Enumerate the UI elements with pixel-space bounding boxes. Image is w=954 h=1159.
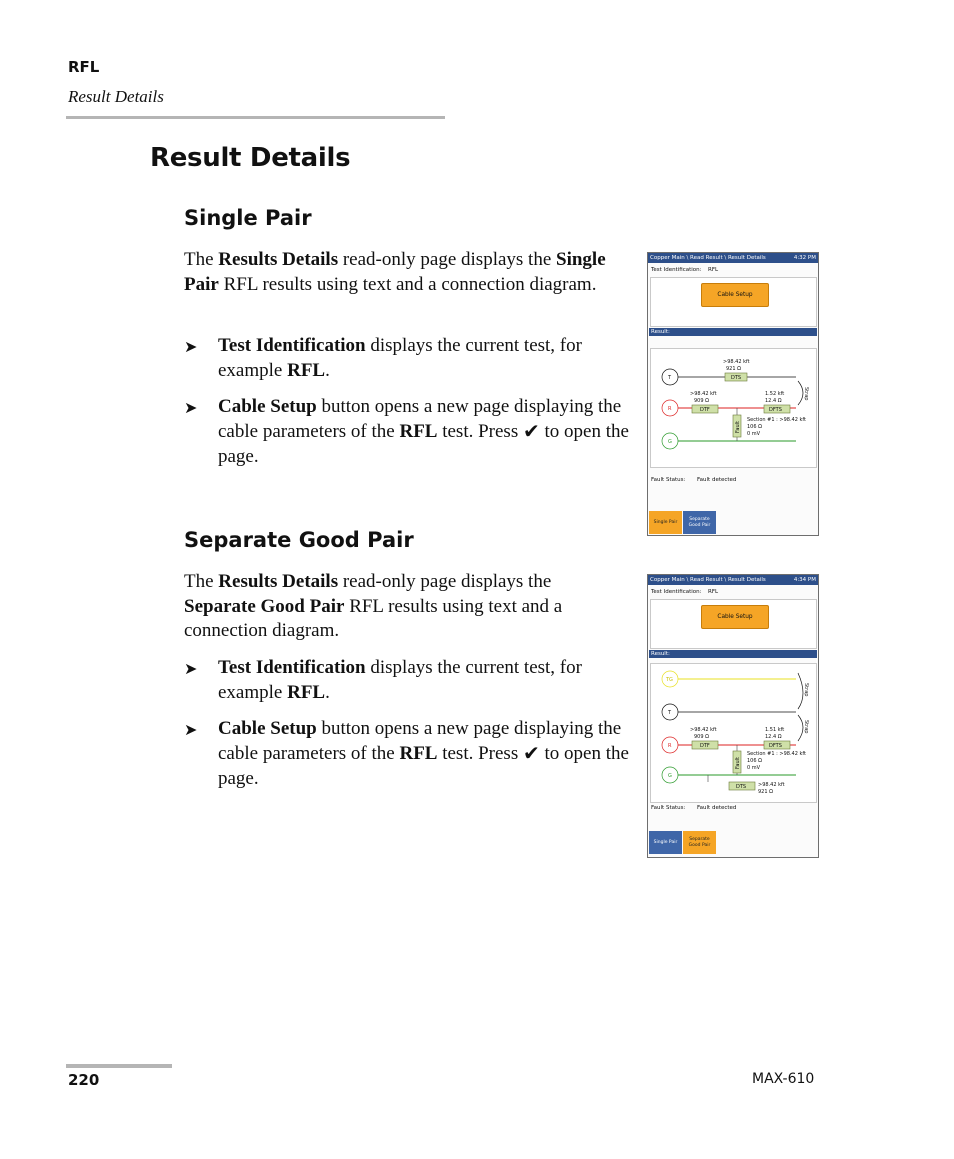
fault-status: Fault Status: Fault detected <box>651 805 737 811</box>
terminal-r: R <box>668 743 672 749</box>
strap-label: Strap <box>803 720 809 734</box>
result-bar: Result: <box>649 650 817 658</box>
bullet-arrow-icon: ➤ <box>184 398 198 417</box>
fault-box: Fault <box>735 421 741 433</box>
svg-text:921 Ω: 921 Ω <box>726 366 741 372</box>
tab-single-pair[interactable]: Single Pair <box>649 831 682 854</box>
footer-rule <box>66 1064 172 1068</box>
running-header-chapter: RFL <box>68 58 100 76</box>
breadcrumb: Copper Main \ Read Result \ Result Details <box>650 577 766 583</box>
svg-text:Section #1 : >98.42 kft: Section #1 : >98.42 kft <box>747 417 807 423</box>
header-rule <box>66 116 445 119</box>
bullet-arrow-icon: ➤ <box>184 659 198 678</box>
svg-text:1.52 kft: 1.52 kft <box>765 391 785 397</box>
clock: 4:32 PM <box>793 255 816 261</box>
page-title: Result Details <box>150 143 351 173</box>
fault-status-value: Fault detected <box>697 477 737 483</box>
tab-separate-good-pair[interactable]: Separate Good Pair <box>683 831 716 854</box>
svg-text:>98.42 kft: >98.42 kft <box>690 391 717 397</box>
running-header-section: Result Details <box>68 87 164 106</box>
separate-good-pair-bullet-cable-setup: ➤ Cable Setup button opens a new page displaying the cable parameters of the RFL test. Press ✔ to open the page. <box>184 718 629 789</box>
svg-text:Section #1 : >98.42 kft: Section #1 : >98.42 kft <box>747 751 807 757</box>
bullet-arrow-icon: ➤ <box>184 337 198 356</box>
separate-good-pair-screenshot <box>647 574 819 858</box>
single-pair-bullet-cable-setup: ➤ Cable Setup button opens a new page displaying the cable parameters of the RFL test. Press ✔ to open the page. <box>184 396 629 467</box>
svg-text:106 Ω: 106 Ω <box>747 424 762 430</box>
dts-box: DTS <box>736 784 747 790</box>
separate-good-pair-heading: Separate Good Pair <box>184 528 414 552</box>
strap-label: Strap <box>803 387 809 401</box>
checkmark-icon: ✔ <box>522 741 540 765</box>
svg-text:>98.42 kft: >98.42 kft <box>758 782 785 788</box>
svg-text:909 Ω: 909 Ω <box>694 734 709 740</box>
terminal-tg: TG <box>666 677 673 683</box>
svg-text:0 mV: 0 mV <box>747 765 761 771</box>
dts-box: DTS <box>731 375 742 381</box>
bullet-arrow-icon: ➤ <box>184 720 198 739</box>
dfts-box: DFTS <box>769 743 782 749</box>
single-pair-bullet-test-id: ➤ Test Identification displays the current test, for example RFL. <box>184 335 582 381</box>
terminal-g: G <box>668 439 672 445</box>
svg-text:12.4 Ω: 12.4 Ω <box>765 398 782 404</box>
single-pair-screenshot <box>647 252 819 536</box>
terminal-r: R <box>668 406 672 412</box>
fault-status-value: Fault detected <box>697 805 737 811</box>
connection-diagram <box>648 575 818 857</box>
strap-label: Strap <box>803 683 809 697</box>
separate-good-pair-intro: The Results Details read-only page displays the Separate Good Pair RFL results using text and a connection diagram. <box>184 571 563 641</box>
connection-diagram <box>648 253 818 535</box>
svg-text:>98.42 kft: >98.42 kft <box>723 359 750 365</box>
svg-text:106 Ω: 106 Ω <box>747 758 762 764</box>
breadcrumb: Copper Main \ Read Result \ Result Details <box>650 255 766 261</box>
separate-good-pair-bullet-test-id: ➤ Test Identification displays the current test, for example RFL. <box>184 657 582 703</box>
page-number: 220 <box>68 1071 100 1089</box>
single-pair-heading: Single Pair <box>184 206 312 230</box>
test-identification-value: RFL <box>708 589 719 595</box>
svg-text:1.51 kft: 1.51 kft <box>765 727 785 733</box>
test-identification: Test Identification: RFL <box>651 267 719 273</box>
dtf-box: DTF <box>700 407 710 413</box>
terminal-t: T <box>668 375 672 381</box>
svg-text:12.4 Ω: 12.4 Ω <box>765 734 782 740</box>
dtf-box: DTF <box>700 743 710 749</box>
single-pair-intro: The Results Details read-only page displays the Single Pair RFL results using text and a connection diagram. <box>184 249 606 295</box>
cable-setup-button[interactable]: Cable Setup <box>701 283 769 307</box>
clock: 4:34 PM <box>793 577 816 583</box>
terminal-g: G <box>668 773 672 779</box>
cable-setup-button[interactable]: Cable Setup <box>701 605 769 629</box>
test-identification-value: RFL <box>708 267 719 273</box>
tab-single-pair[interactable]: Single Pair <box>649 511 682 534</box>
fault-box: Fault <box>735 757 741 769</box>
svg-text:0 mV: 0 mV <box>747 431 761 437</box>
dfts-box: DFTS <box>769 407 782 413</box>
terminal-t: T <box>668 710 672 716</box>
tab-separate-good-pair[interactable]: Separate Good Pair <box>683 511 716 534</box>
fault-status: Fault Status: Fault detected <box>651 477 737 483</box>
result-bar: Result: <box>649 328 817 336</box>
test-identification: Test Identification: RFL <box>651 589 719 595</box>
svg-text:909 Ω: 909 Ω <box>694 398 709 404</box>
svg-text:921 Ω: 921 Ω <box>758 789 773 795</box>
checkmark-icon: ✔ <box>522 419 540 443</box>
svg-text:>98.42 kft: >98.42 kft <box>690 727 717 733</box>
product-name: MAX-610 <box>752 1071 815 1087</box>
